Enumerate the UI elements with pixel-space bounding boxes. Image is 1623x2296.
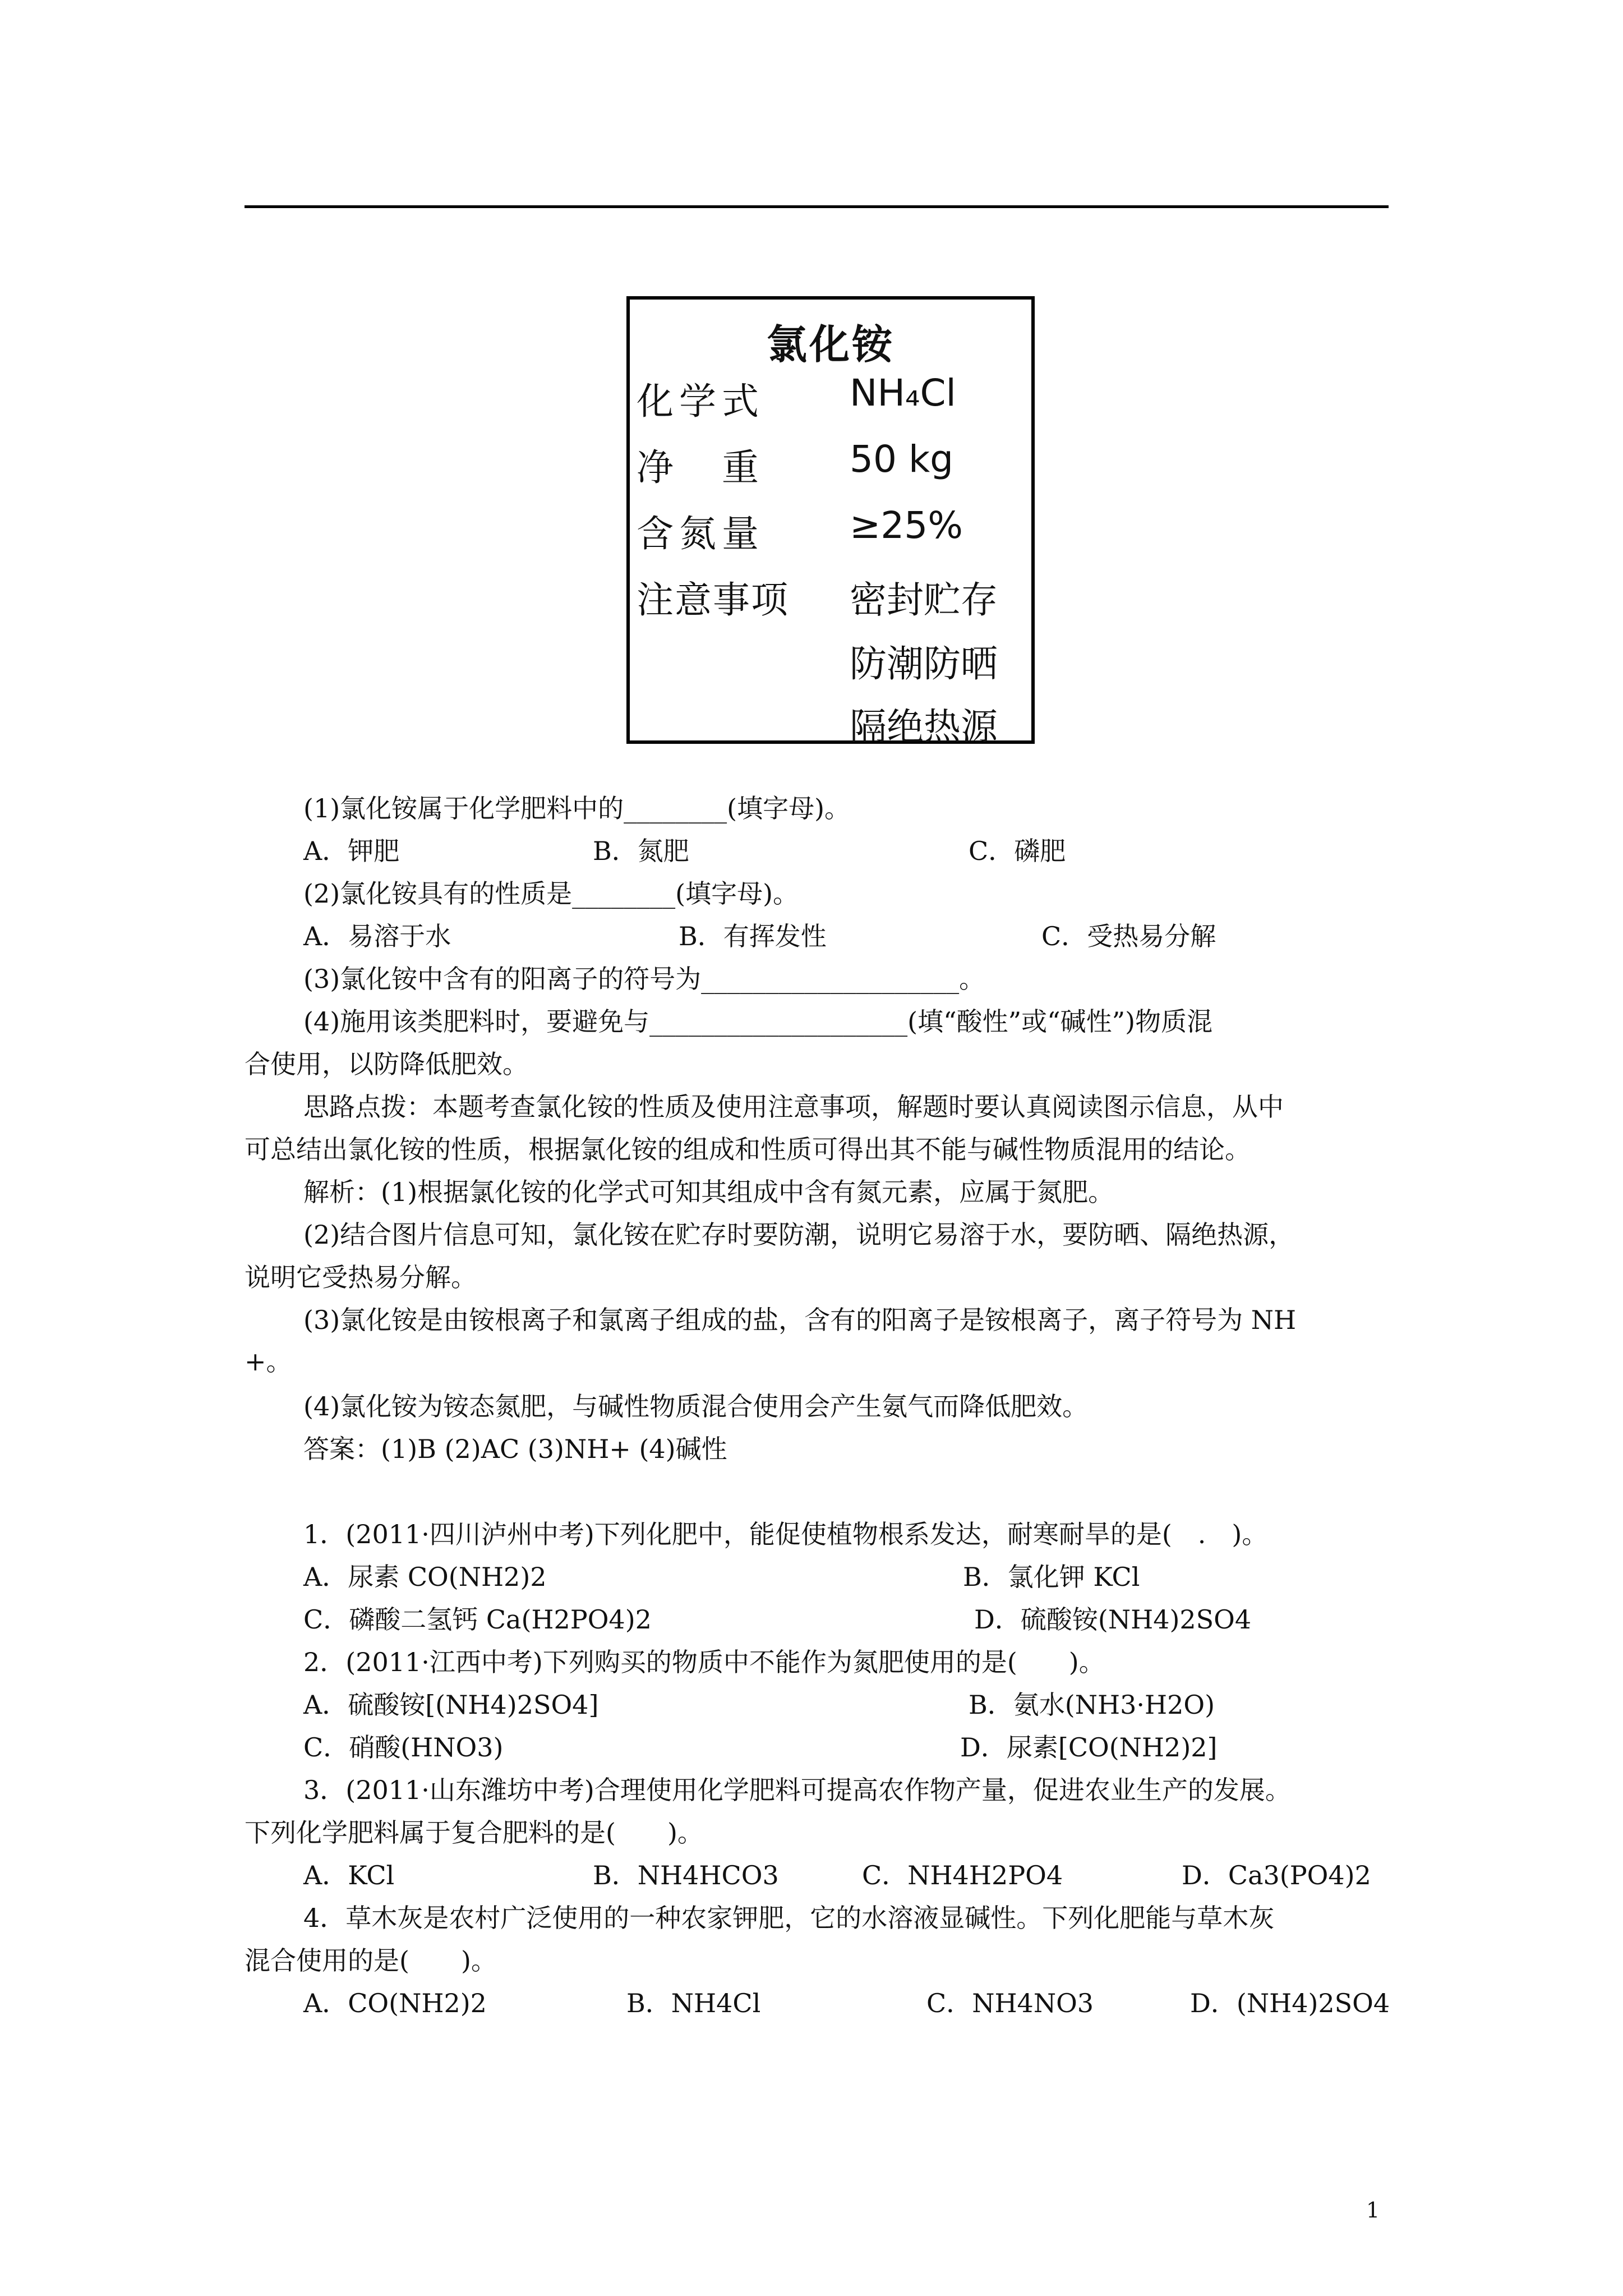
e4-option-d: D．(NH4)2SO4 [1190,1988,1390,2018]
solution-3-line2: +。 [245,1346,292,1377]
example-q4-line2: 合使用，以防降低肥效。 [245,1049,528,1079]
hint-line2: 可总结出氯化铵的性质，根据氯化铵的组成和性质可得出其不能与碱性物质混用的结论。 [245,1134,1251,1165]
e4-option-a: A．CO(NH2)2 [303,1988,487,2018]
label-title: 氯化铵 [766,321,895,368]
e2-option-b: B．氨水(NH3·H2O) [969,1690,1215,1720]
e2-option-d: D．尿素[CO(NH2)2] [960,1732,1218,1763]
label-key-notes: 注意事项 [637,578,789,622]
header-rule [245,205,1389,208]
example-q1: (1)氯化铵属于化学肥料中的________(填字母)。 [303,793,851,823]
e3-option-a: A．KCl [303,1860,395,1890]
label-key-nitrogen: 含氮量 [637,512,764,555]
example-q4-line1: (4)施用该类肥料时，要避免与____________________(填“酸性”或“碱性”)物质混 [303,1006,1213,1037]
solution-1: 解析：(1)根据氯化铵的化学式可知其组成中含有氮元素，应属于氮肥。 [303,1177,1114,1207]
exercise-4-line1: 4．草木灰是农村广泛使用的一种农家钾肥，它的水溶液显碱性。下列化肥能与草木灰 [303,1903,1275,1933]
q2-option-c: C．受热易分解 [1041,921,1216,951]
exercise-1: 1．(2011·四川泸州中考)下列化肥中，能促使植物根系发达，耐寒耐旱的是( . )。 [303,1519,1268,1549]
label-value-weight: 50 kg [850,438,954,481]
e1-option-b: B．氯化钾 KCl [963,1562,1140,1592]
exercise-3-line2: 下列化学肥料属于复合肥料的是( )。 [245,1818,703,1848]
e1-option-d: D．硫酸铵(NH4)2SO4 [974,1604,1252,1635]
label-value-nitrogen: ≥25% [850,504,963,547]
label-key-formula: 化学式 [637,380,764,423]
solution-3-line1: (3)氯化铵是由铵根离子和氯离子组成的盐，含有的阳离子是铵根离子，离子符号为 NH [303,1305,1297,1335]
solution-2-line1: (2)结合图片信息可知，氯化铵在贮存时要防潮，说明它易溶于水，要防晒、隔绝热源， [303,1220,1295,1250]
e3-option-c: C．NH4H2PO4 [862,1860,1063,1890]
solution-4: (4)氯化铵为铵态氮肥，与碱性物质混合使用会产生氨气而降低肥效。 [303,1391,1089,1421]
exercise-4-line2: 混合使用的是( )。 [245,1945,497,1976]
e4-option-c: C．NH4NO3 [926,1988,1094,2018]
q1-option-a: A．钾肥 [303,836,400,866]
label-value-notes-2: 防潮防晒 [850,642,998,685]
label-value-formula: NH₄Cl [850,371,956,415]
e2-option-a: A．硫酸铵[(NH4)2SO4] [303,1690,599,1720]
label-key-weight: 净 重 [637,446,764,489]
e3-option-b: B．NH4HCO3 [593,1860,779,1890]
e3-option-d: D．Ca3(PO4)2 [1182,1860,1371,1890]
page-number: 1 [1366,2198,1380,2223]
e4-option-b: B．NH4Cl [626,1988,761,2018]
fertilizer-label-image [626,296,1035,748]
q2-option-b: B．有挥发性 [679,921,827,951]
solution-2-line2: 说明它受热易分解。 [245,1262,477,1292]
q1-option-c: C．磷肥 [969,836,1066,866]
example-q2: (2)氯化铵具有的性质是________(填字母)。 [303,878,799,909]
exercise-3-line1: 3．(2011·山东潍坊中考)合理使用化学肥料可提高农作物产量，促进农业生产的发展。 [303,1775,1291,1805]
e1-option-a: A．尿素 CO(NH2)2 [303,1562,547,1592]
exercise-2: 2．(2011·江西中考)下列购买的物质中不能作为氮肥使用的是( )。 [303,1647,1105,1677]
label-value-notes-1: 密封贮存 [850,578,998,622]
answer-line: 答案：(1)B (2)AC (3)NH+ (4)碱性 [303,1434,727,1464]
e1-option-c: C．磷酸二氢钙 Ca(H2PO4)2 [303,1604,652,1635]
label-value-notes-3: 隔绝热源 [850,705,998,748]
e2-option-c: C．硝酸(HNO3) [303,1732,504,1763]
hint-line1: 思路点拨：本题考查氯化铵的性质及使用注意事项，解题时要认真阅读图示信息，从中 [303,1092,1284,1122]
example-q3: (3)氯化铵中含有的阳离子的符号为____________________。 [303,964,985,994]
q1-option-b: B．氮肥 [593,836,689,866]
q2-option-a: A．易溶于水 [303,921,451,951]
